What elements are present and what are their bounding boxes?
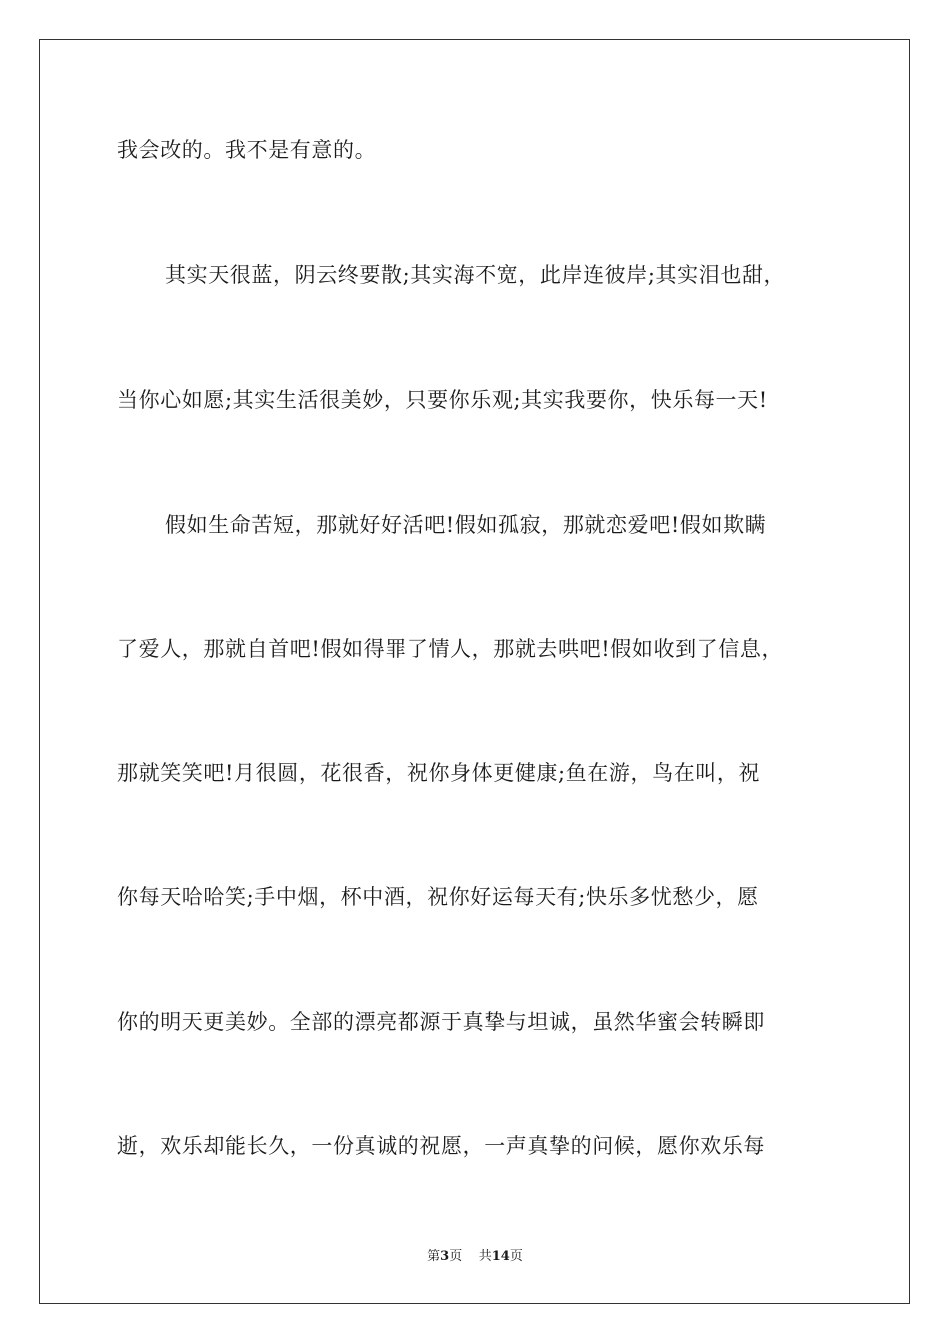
text-line-8: 你的明天更美妙。全部的漂亮都源于真挚与坦诚，虽然华蜜会转瞬即: [117, 1010, 765, 1034]
total-prefix: 共: [478, 1249, 492, 1264]
text-line-4: 假如生命苦短，那就好好活吧!假如孤寂，那就恋爱吧!假如欺瞒: [165, 513, 767, 537]
page-border: [39, 39, 910, 1304]
text-line-7: 你每天哈哈笑;手中烟，杯中酒，祝你好运每天有;快乐多忧愁少，愿: [117, 885, 759, 909]
text-line-3: 当你心如愿;其实生活很美妙，只要你乐观;其实我要你，快乐每一天!: [117, 388, 768, 412]
text-line-5: 了爱人，那就自首吧!假如得罪了情人，那就去哄吧!假如收到了信息，: [117, 637, 784, 661]
total-suffix: 页: [509, 1249, 523, 1264]
text-line-9: 逝，欢乐却能长久，一份真诚的祝愿，一声真挚的问候，愿你欢乐每: [117, 1134, 765, 1158]
page-prefix: 第: [427, 1249, 441, 1264]
text-line-2: 其实天很蓝，阴云终要散;其实海不宽，此岸连彼岸;其实泪也甜，: [165, 263, 786, 287]
text-line-1: 我会改的。我不是有意的。: [117, 138, 377, 162]
page-number: 3: [440, 1249, 450, 1264]
page-suffix: 页: [449, 1249, 463, 1264]
total-pages: 14: [491, 1249, 510, 1264]
text-line-6: 那就笑笑吧!月很圆，花很香，祝你身体更健康;鱼在游，鸟在叫，祝: [117, 761, 761, 785]
page-footer: [0, 1249, 950, 1265]
